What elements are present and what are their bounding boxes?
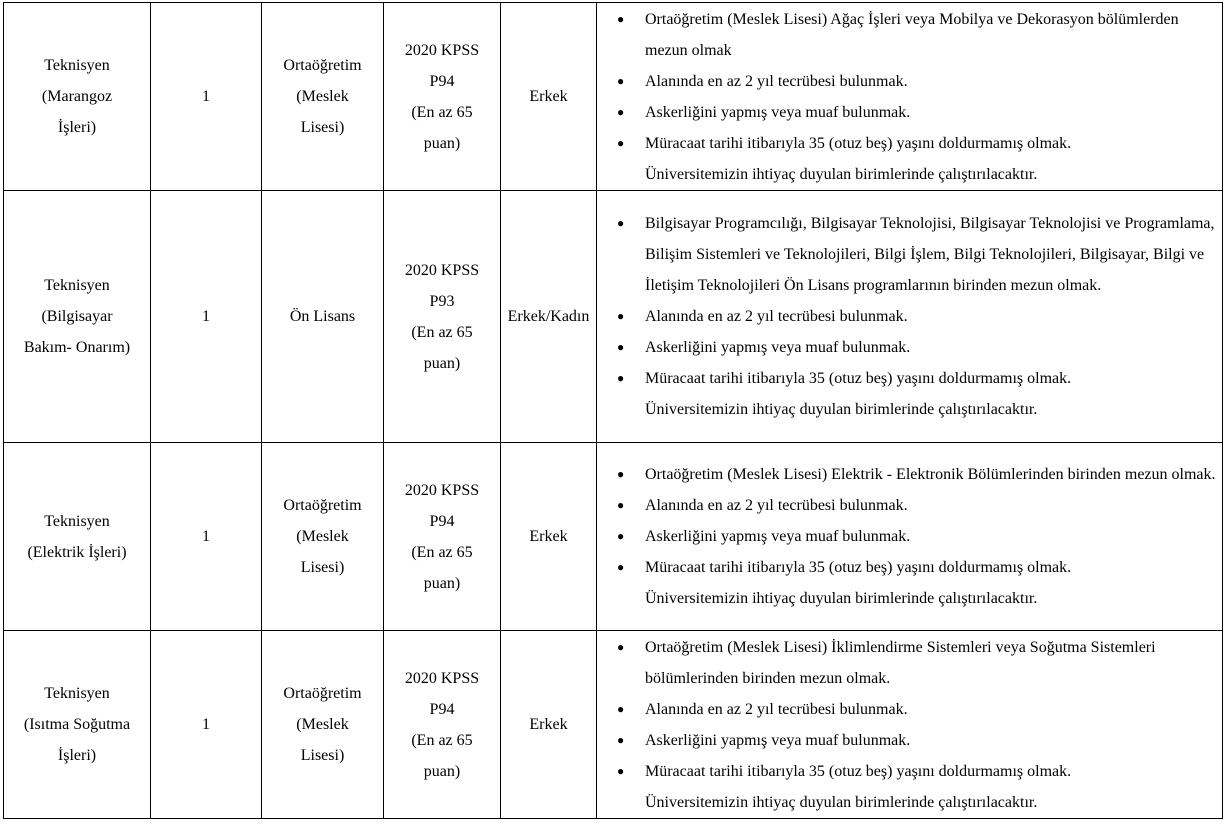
education-level-cell-line: (Meslek — [296, 716, 349, 733]
requirement-item — [597, 490, 1216, 521]
requirement-item — [597, 694, 1216, 725]
requirements-list — [597, 208, 1216, 394]
requirement-text: Ortaöğretim (Meslek Lisesi) İklimlendirme Sistemleri veya Soğutma Sistemleri bölümlerinden birinden mezun olmak. — [645, 638, 1156, 687]
requirements-list — [597, 459, 1216, 583]
assignment-note: Üniversitemizin ihtiyaç duyulan birimlerinde çalıştırılacaktır. — [645, 590, 1038, 607]
gender-cell: Erkek — [501, 631, 597, 819]
exam-score-cell-line: (En az 65 — [411, 731, 473, 749]
position-title-cell-line: (Isıtma Soğutma — [23, 716, 131, 733]
requirement-text: Müracaat tarihi itibarıyla 35 (otuz beş) yaşını doldurmamış olmak. — [645, 762, 1072, 780]
position-title-cell-line: (Bilgisayar — [41, 308, 113, 325]
requirement-item — [597, 521, 1216, 552]
bullet-icon: ● — [617, 560, 625, 574]
exam-score-cell-line: 2020 KPSS — [404, 261, 480, 279]
position-title-cell-line: (Elektrik İşleri) — [27, 543, 127, 561]
education-level-cell-line: Lisesi) — [300, 559, 345, 576]
exam-score-cell-line: (En az 65 — [411, 323, 473, 341]
bullet-icon: ● — [617, 135, 625, 150]
exam-score-cell — [384, 631, 501, 819]
position-count-cell: 1 — [151, 631, 262, 819]
position-title-cell — [4, 443, 151, 631]
table-row — [4, 3, 1223, 191]
education-level-cell-line: Lisesi) — [300, 747, 345, 764]
exam-score-cell — [384, 443, 501, 631]
bullet-icon: ● — [617, 498, 625, 512]
education-level-cell-line: Ön Lisans — [289, 308, 356, 325]
position-title-cell-line: Teknisyen — [44, 57, 110, 74]
position-count-cell: 1 — [151, 191, 262, 443]
bullet-icon: ● — [617, 104, 625, 119]
exam-score-cell-line: (En az 65 — [411, 543, 473, 561]
requirement-item — [597, 66, 1216, 97]
requirement-text: Alanında en az 2 yıl tecrübesi bulunmak. — [645, 497, 908, 514]
requirement-text: Müracaat tarihi itibarıyla 35 (otuz beş) yaşını doldurmamış olmak. — [645, 370, 1072, 387]
education-level-cell-line: Ortaöğretim — [283, 57, 362, 74]
requirement-item — [597, 208, 1216, 301]
education-level-cell-line: (Meslek — [296, 88, 349, 105]
exam-score-cell-line: puan) — [423, 354, 461, 372]
bullet-icon: ● — [617, 216, 625, 230]
requirement-text: Askerliğini yapmış veya muaf bulunmak. — [645, 731, 911, 749]
requirement-text: Müracaat tarihi itibarıyla 35 (otuz beş) yaşını doldurmamış olmak. — [645, 134, 1072, 152]
requirements-list — [597, 4, 1216, 159]
requirement-item — [597, 459, 1216, 490]
requirement-item — [597, 4, 1216, 66]
exam-score-cell — [384, 3, 501, 191]
bullet-icon: ● — [617, 309, 625, 323]
position-title-cell — [4, 3, 151, 191]
table-row — [4, 443, 1223, 631]
requirement-item — [597, 363, 1216, 394]
table-row — [4, 631, 1223, 819]
education-level-cell-line: Lisesi) — [300, 119, 345, 136]
requirement-item — [597, 301, 1216, 332]
bullet-icon: ● — [617, 11, 625, 26]
position-count-cell: 1 — [151, 443, 262, 631]
requirement-item — [597, 332, 1216, 363]
education-level-cell-line: Ortaöğretim — [283, 497, 362, 514]
education-level-cell — [262, 3, 384, 191]
education-level-cell — [262, 631, 384, 819]
exam-score-cell-line: P94 — [429, 700, 455, 718]
position-title-cell-line: Teknisyen — [44, 277, 110, 294]
requirement-text: Alanında en az 2 yıl tecrübesi bulunmak. — [645, 308, 908, 325]
exam-score-cell-line: 2020 KPSS — [404, 669, 480, 687]
requirements-cell — [597, 191, 1223, 443]
bullet-icon: ● — [617, 371, 625, 385]
requirements-cell — [597, 631, 1223, 819]
table-body — [4, 3, 1223, 819]
education-level-cell-line: (Meslek — [296, 528, 349, 545]
education-level-cell — [262, 443, 384, 631]
position-title-cell — [4, 191, 151, 443]
requirement-item — [597, 756, 1216, 787]
bullet-icon: ● — [617, 467, 625, 481]
position-title-cell-line: Teknisyen — [44, 512, 110, 530]
exam-score-cell-line: 2020 KPSS — [404, 41, 480, 59]
exam-score-cell-line: puan) — [423, 134, 461, 152]
bullet-icon: ● — [617, 763, 625, 778]
requirement-item — [597, 97, 1216, 128]
gender-cell: Erkek — [501, 443, 597, 631]
requirement-text: Askerliğini yapmış veya muaf bulunmak. — [645, 103, 911, 121]
education-level-cell — [262, 191, 384, 443]
requirements-cell — [597, 3, 1223, 191]
exam-score-cell-line: P94 — [429, 512, 455, 530]
requirement-text: Müracaat tarihi itibarıyla 35 (otuz beş) yaşını doldurmamış olmak. — [645, 559, 1072, 576]
requirements-cell — [597, 443, 1223, 631]
exam-score-cell-line: puan) — [423, 762, 461, 780]
assignment-note: Üniversitemizin ihtiyaç duyulan birimlerinde çalıştırılacaktır. — [645, 793, 1038, 811]
bullet-icon: ● — [617, 732, 625, 747]
exam-score-cell-line: P93 — [429, 292, 455, 310]
bullet-icon: ● — [617, 73, 625, 88]
table-row — [4, 191, 1223, 443]
education-level-cell-line: Ortaöğretim — [283, 685, 362, 702]
requirement-text: Ortaöğretim (Meslek Lisesi) Elektrik - Elektronik Bölümlerinden birinden mezun olmak. — [645, 466, 1216, 483]
bullet-icon: ● — [617, 701, 625, 716]
requirement-item — [597, 552, 1216, 583]
bullet-icon: ● — [617, 340, 625, 354]
position-title-cell — [4, 631, 151, 819]
exam-score-cell-line: puan) — [423, 574, 461, 592]
requirement-text: Askerliğini yapmış veya muaf bulunmak. — [645, 339, 911, 356]
position-title-cell-line: Teknisyen — [44, 685, 110, 702]
requirement-text: Bilgisayar Programcılığı, Bilgisayar Teknolojisi, Bilgisayar Teknolojisi ve Programlama, Bilişim Sistemleri ve Teknolojileri, Bilgi İşlem, Bilgi Teknolojileri, Bilgisayar, Bilgi ve İletişim Teknolojileri Ön Lisans programlarının birinden mezun olmak. — [645, 215, 1215, 294]
position-title-cell-line: İşleri) — [57, 747, 97, 764]
position-title-cell-line: İşleri) — [57, 119, 97, 136]
exam-score-cell — [384, 191, 501, 443]
exam-score-cell-line: (En az 65 — [411, 103, 473, 121]
position-count-cell: 1 — [151, 3, 262, 191]
exam-score-cell-line: 2020 KPSS — [404, 481, 480, 499]
gender-cell: Erkek/Kadın — [501, 191, 597, 443]
requirement-item — [597, 632, 1216, 694]
position-title-cell-line: Bakım- Onarım) — [23, 339, 131, 356]
bullet-icon: ● — [617, 529, 625, 543]
assignment-note: Üniversitemizin ihtiyaç duyulan birimlerinde çalıştırılacaktır. — [645, 401, 1038, 418]
exam-score-cell-line: P94 — [429, 72, 455, 90]
job-requirements-table — [3, 2, 1223, 819]
requirement-text: Alanında en az 2 yıl tecrübesi bulunmak. — [645, 700, 908, 718]
bullet-icon: ● — [617, 639, 625, 654]
requirement-text: Ortaöğretim (Meslek Lisesi) Ağaç İşleri veya Mobilya ve Dekorasyon bölümlerden mezun olmak — [645, 10, 1179, 59]
requirement-item — [597, 725, 1216, 756]
assignment-note: Üniversitemizin ihtiyaç duyulan birimlerinde çalıştırılacaktır. — [645, 165, 1038, 183]
requirement-text: Alanında en az 2 yıl tecrübesi bulunmak. — [645, 72, 908, 90]
requirement-item — [597, 128, 1216, 159]
position-title-cell-line: (Marangoz — [41, 88, 113, 105]
gender-cell: Erkek — [501, 3, 597, 191]
requirements-list — [597, 632, 1216, 787]
requirement-text: Askerliğini yapmış veya muaf bulunmak. — [645, 528, 911, 545]
